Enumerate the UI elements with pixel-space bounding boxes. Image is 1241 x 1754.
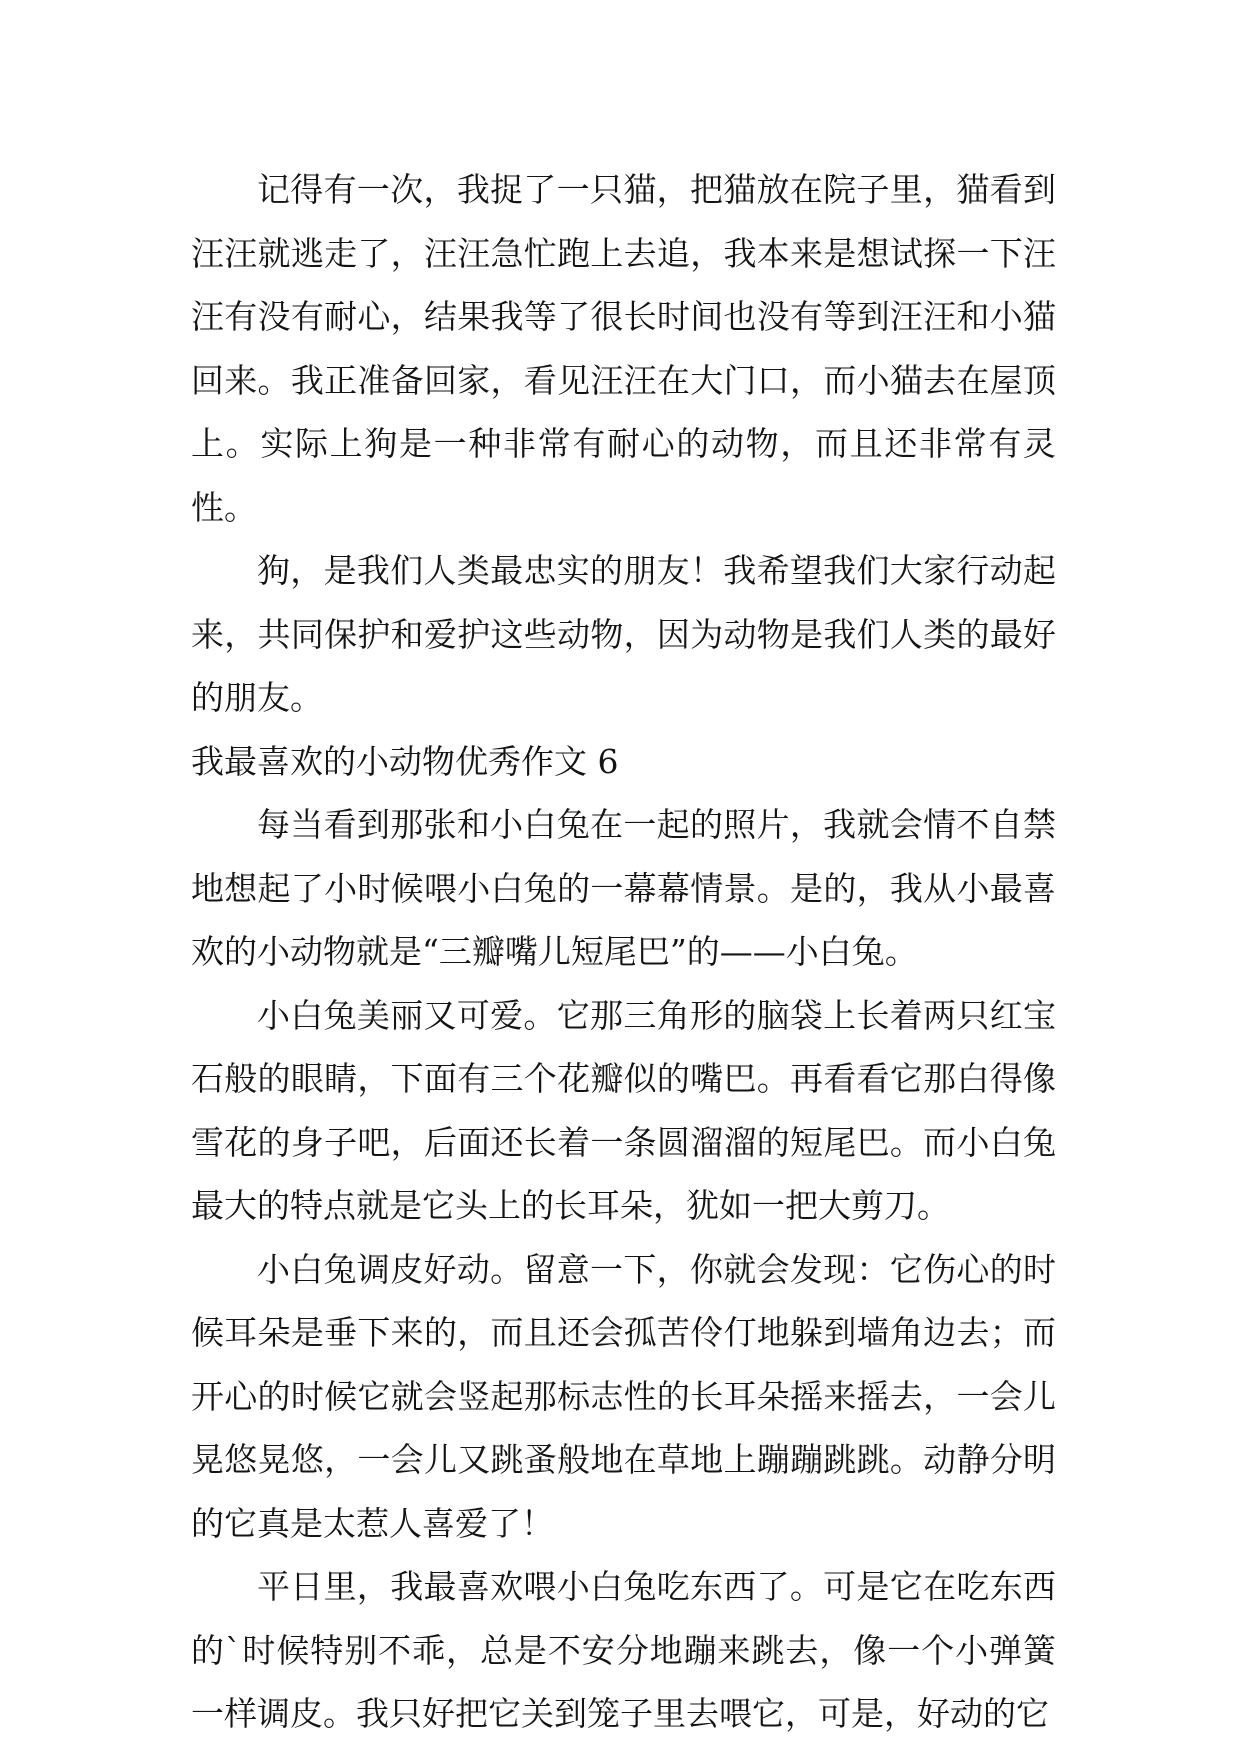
section-title: 我最喜欢的小动物优秀作文 6	[191, 741, 619, 781]
document-page	[191, 158, 1056, 1746]
paragraph: 小白兔美丽又可爱。它那三角形的脑袋上长着两只红宝石般的眼睛，下面有三个花瓣似的嘴巴。再看看它那白得像雪花的身子吧，后面还长着一条圆溜溜的短尾巴。而小白兔最大的特点就是它头上的长耳朵，犹如一把大剪刀。	[191, 995, 1056, 1225]
paragraph: 狗，是我们人类最忠实的朋友！我希望我们大家行动起来，共同保护和爱护这些动物，因为动物是我们人类的最好的朋友。	[191, 551, 1056, 717]
paragraph: 平日里，我最喜欢喂小白兔吃东西了。可是它在吃东西的`时候特别不乖，总是不安分地蹦来跳去，像一个小弹簧一样调皮。我只好把它关到笼子里去喂它，可是，好动的它	[191, 1567, 1056, 1733]
paragraph: 每当看到那张和小白兔在一起的照片，我就会情不自禁地想起了小时候喂小白兔的一幕幕情景。是的，我从小最喜欢的小动物就是“三瓣嘴儿短尾巴”的——小白兔。	[191, 805, 1056, 971]
paragraph: 记得有一次，我捉了一只猫，把猫放在院子里，猫看到汪汪就逃走了，汪汪急忙跑上去追，我本来是想试探一下汪汪有没有耐心，结果我等了很长时间也没有等到汪汪和小猫回来。我正准备回家，看见汪汪在大门口，而小猫去在屋顶上。实际上狗是一种非常有耐心的动物，而且还非常有灵性。	[191, 170, 1056, 527]
paragraph: 小白兔调皮好动。留意一下，你就会发现：它伤心的时候耳朵是垂下来的，而且还会孤苦伶仃地躲到墙角边去；而开心的时候它就会竖起那标志性的长耳朵摇来摇去，一会儿晃悠晃悠，一会儿又跳蚤般地在草地上蹦蹦跳跳。动静分明的它真是太惹人喜爱了！	[191, 1249, 1056, 1543]
